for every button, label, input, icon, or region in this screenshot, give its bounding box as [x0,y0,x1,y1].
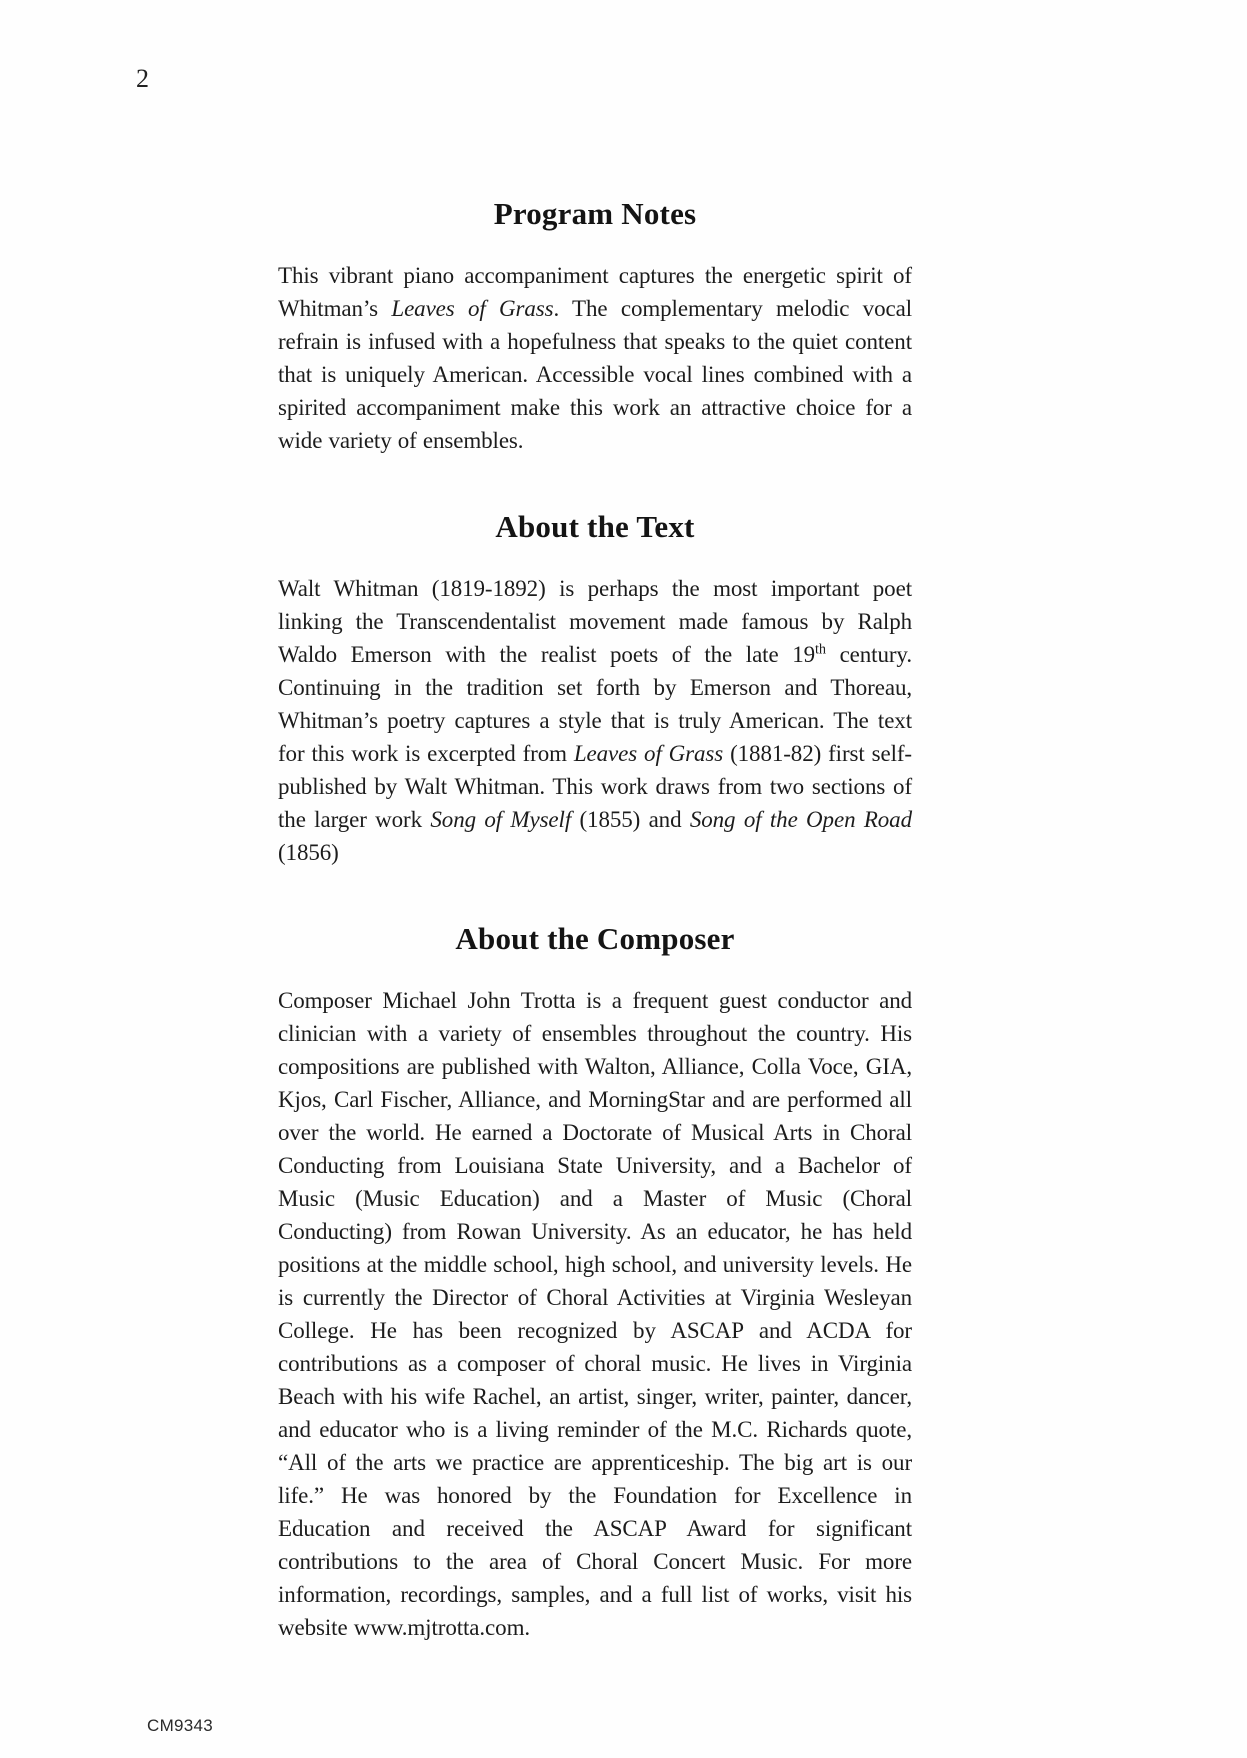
paragraph-about-the-composer: Composer Michael John Trotta is a frequent guest conductor and clinician with a variety of ensembles throughout the country. His compositions are published with Walton, Alliance, Colla Voce, GIA, Kjos, Carl Fischer, Alliance, and MorningStar and are performed all over the world. He earned a Doctorate of Musical Arts in Choral Conducting from Louisiana State University, and a Bachelor of Music (Music Education) and a Master of Music (Choral Conducting) from Rowan University. As an educator, he has held positions at the middle school, high school, and university levels. He is currently the Director of Choral Activities at Virginia Wesleyan College. He has been recognized by ASCAP and ACDA for contributions as a composer of choral music. He lives in Virginia Beach with his wife Rachel, an artist, singer, writer, painter, dancer, and educator who is a living reminder of the M.C. Richards quote, “All of the arts we practice are apprenticeship. The big art is our life.” He was honored by the Foundation for Excellence in Education and received the ASCAP Award for significant contributions to the area of Choral Concert Music. For more information, recordings, samples, and a full list of works, visit his website www.mjtrotta.com. [278,988,912,1640]
text-column [278,0,912,1644]
catalog-number: CM9343 [147,1716,214,1735]
page-number: 2 [136,64,149,93]
paragraph-program-notes: This vibrant piano accompaniment captures the energetic spirit of Whitman’s Leaves of Grass. The complementary melodic vocal refrain is infused with a hopefulness that speaks to the quiet content that is uniquely American. Accessible vocal lines combined with a spirited accompaniment make this work an attractive choice for a wide variety of ensembles. [278,263,912,453]
heading-about-the-composer: About the Composer [455,921,735,956]
heading-about-the-text: About the Text [495,509,695,544]
heading-program-notes: Program Notes [493,196,697,231]
paragraph-about-the-text: Walt Whitman (1819-1892) is perhaps the most important poet linking the Transcendentalist movement made famous by Ralph Waldo Emerson with the realist poets of the late 19th century. Continuing in the tradition set forth by Emerson and Thoreau, Whitman’s poetry captures a style that is truly American. The text for this work is excerpted from Leaves of Grass (1881-82) first self-published by Walt Whitman. This work draws from two sections of the larger work Song of Myself (1855) and Song of the Open Road (1856) [278,576,912,865]
